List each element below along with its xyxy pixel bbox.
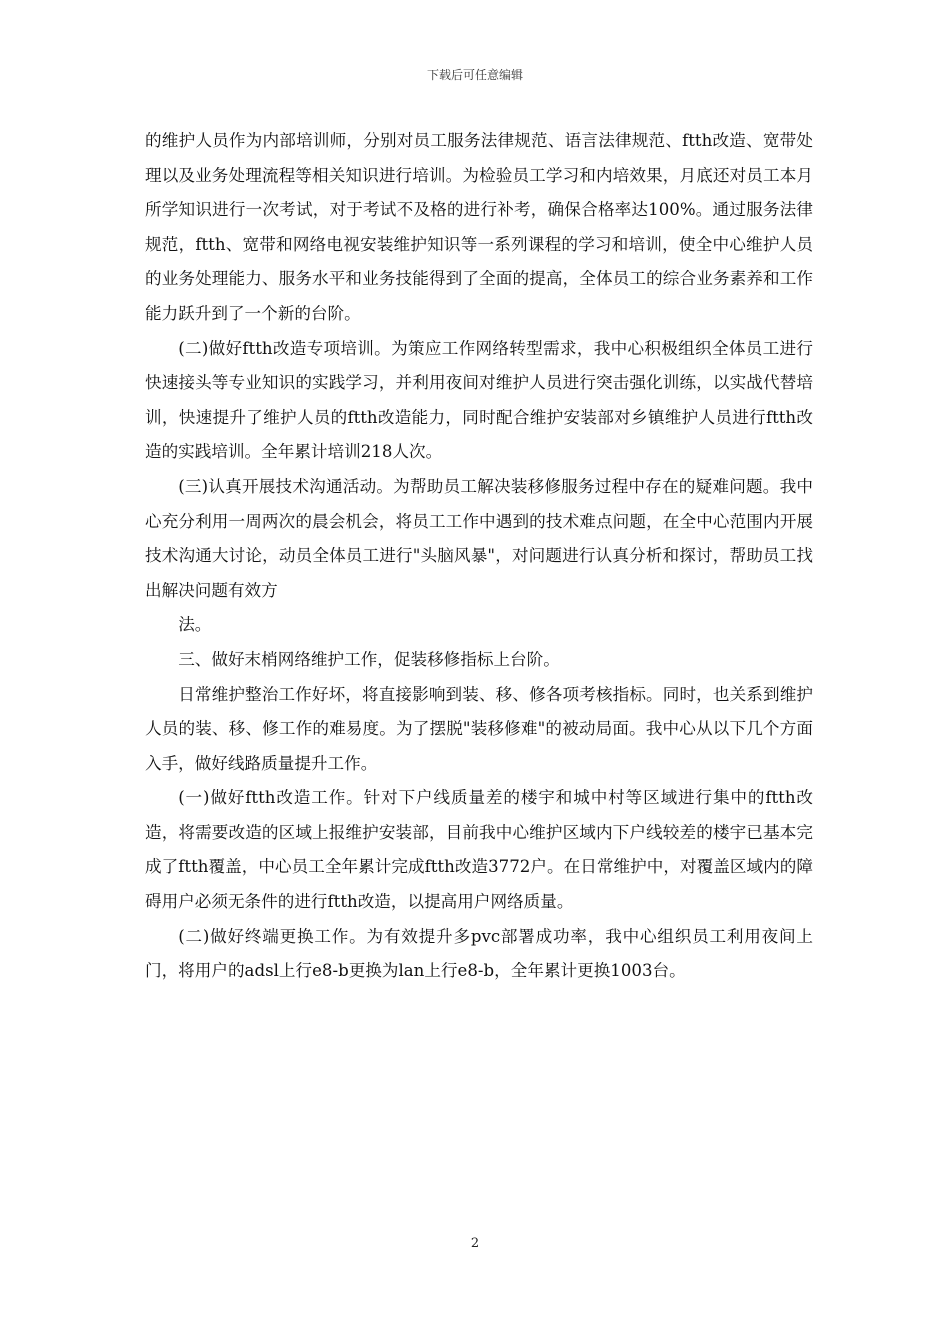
paragraph-7: (二)做好终端更换工作。为有效提升多pvc部署成功率，我中心组织员工利用夜间上门，将用户的adsl上行e8-b更换为lan上行e8-b，全年累计更换1003台。 bbox=[145, 926, 813, 981]
paragraph-3: (三)认真开展技术沟通活动。为帮助员工解决装移修服务过程中存在的疑难问题。我中心充分利用一周两次的晨会机会，将员工工作中遇到的技术难点问题，在全中心范围内开展技术沟通大讨论，动员全体员工进行"头脑风暴"，对问题进行认真分析和探讨，帮助员工找出解决问题有效方 bbox=[145, 476, 813, 600]
paragraph-2: (二)做好ftth改造专项培训。为策应工作网络转型需求，我中心积极组织全体员工进行快速接头等专业知识的实践学习，并利用夜间对维护人员进行突击强化训练，以实战代替培训，快速提升了维护人员的ftth改造能力，同时配合维护安装部对乡镇维护人员进行ftth改造的实践培训。全年累计培训218人次。 bbox=[145, 338, 813, 462]
paragraph-1: 的维护人员作为内部培训师，分别对员工服务法律规范、语言法律规范、ftth改造、宽带处理以及业务处理流程等相关知识进行培训。为检验员工学习和内培效果，月底还对员工本月所学知识进行一次考试，对于考试不及格的进行补考，确保合格率达100%。通过服务法律规范，ftth、宽带和网络电视安装维护知识等一系列课程的学习和培训，使全中心维护人员的业务处理能力、服务水平和业务技能得到了全面的提高，全体员工的综合业务素养和工作能力跃升到了一个新的台阶。 bbox=[145, 131, 813, 323]
paragraph-4: 法。 bbox=[178, 615, 212, 635]
document-body bbox=[145, 124, 813, 989]
page-header: 下载后可任意编辑 bbox=[426, 68, 523, 82]
paragraph-6: (一)做好ftth改造工作。针对下户线质量差的楼宇和城中村等区域进行集中的ftth改造，将需要改造的区域上报维护安装部，目前我中心维护区域内下户线较差的楼宇已基本完成了ftth覆盖，中心员工全年累计完成ftth改造3772户。在日常维护中，对覆盖区域内的障碍用户必须无条件的进行ftth改造，以提高用户网络质量。 bbox=[145, 788, 813, 912]
section-heading: 三、做好末梢网络维护工作，促装移修指标上台阶。 bbox=[178, 649, 560, 669]
paragraph-5: 日常维护整治工作好坏，将直接影响到装、移、修各项考核指标。同时，也关系到维护人员的装、移、修工作的难易度。为了摆脱"装移修难"的被动局面。我中心从以下几个方面入手，做好线路质量提升工作。 bbox=[145, 684, 813, 773]
page-number: 2 bbox=[470, 1236, 480, 1251]
